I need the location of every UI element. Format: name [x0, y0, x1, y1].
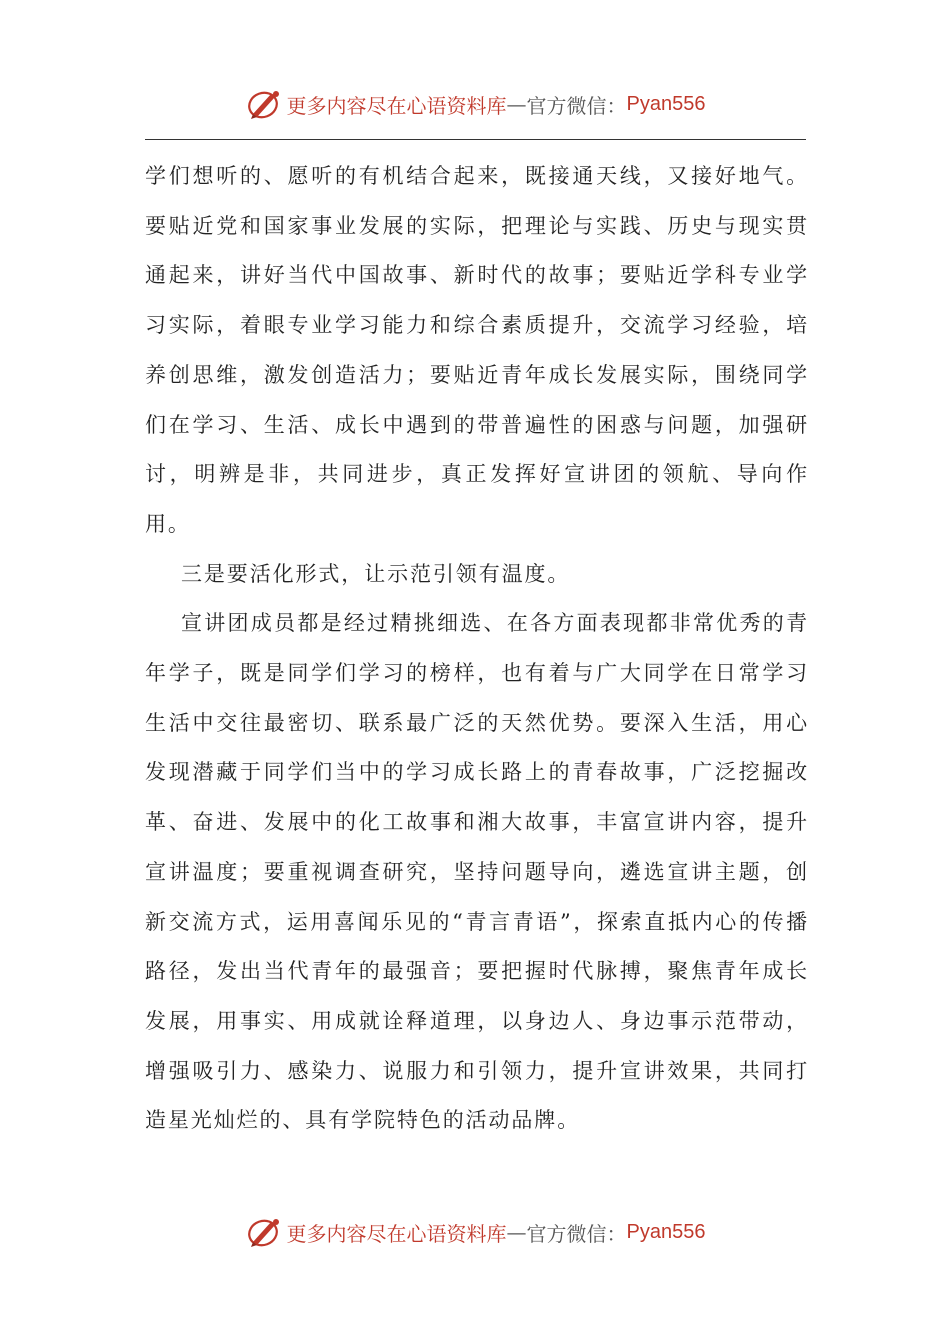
pen-logo-icon — [245, 86, 285, 122]
wechat-id: Pyan556 — [626, 92, 706, 115]
header-watermark — [0, 86, 950, 122]
document-body — [145, 152, 809, 1146]
paragraph-1: 学们想听的、愿听的有机结合起来，既接通天线，又接好地气。要贴近党和国家事业发展的实际，把理论与实践、历史与现实贯通起来，讲好当代中国故事、新时代的故事；要贴近学科专业学习实际，着眼专业学习能力和综合素质提升，交流学习经验，培养创思维，激发创造活力；要贴近青年成长发展实际，围绕同学们在学习、生活、成长中遇到的带普遍性的困惑与问题，加强研讨，明辨是非，共同进步，真正发挥好宣讲团的领航、导向作用。 — [145, 164, 809, 536]
wechat-label: 官方微信： — [526, 93, 627, 118]
brand-dash: — — [506, 1220, 527, 1244]
footer-watermark — [0, 1214, 950, 1250]
pen-logo-icon — [245, 1214, 285, 1250]
wechat-id: Pyan556 — [626, 1220, 706, 1243]
brand-text: 更多内容尽在心语资料库 — [286, 93, 507, 118]
header-divider — [145, 139, 806, 140]
wechat-label: 官方微信： — [526, 1221, 627, 1246]
paragraph-3: 宣讲团成员都是经过精挑细选、在各方面表现都非常优秀的青年学子，既是同学们学习的榜样，也有着与广大同学在日常学习生活中交往最密切、联系最广泛的天然优势。要深入生活，用心发现潜藏于同学们当中的学习成长路上的青春故事，广泛挖掘改革、奋进、发展中的化工故事和湘大故事，丰富宣讲内容，提升宣讲温度；要重视调查研究，坚持问题导向，遴选宣讲主题，创新交流方式，运用喜闻乐见的“青言青语”，探索直抵内心的传播路径，发出当代青年的最强音；要把握时代脉搏，聚焦青年成长发展，用事实、用成就诠释道理，以身边人、身边事示范带动，增强吸引力、感染力、说服力和引领力，提升宣讲效果，共同打造星光灿烂的、具有学院特色的活动品牌。 — [145, 611, 809, 1133]
brand-dash: — — [506, 92, 527, 116]
brand-text: 更多内容尽在心语资料库 — [286, 1221, 507, 1246]
paragraph-2: 三是要活化形式，让示范引领有温度。 — [181, 561, 571, 586]
